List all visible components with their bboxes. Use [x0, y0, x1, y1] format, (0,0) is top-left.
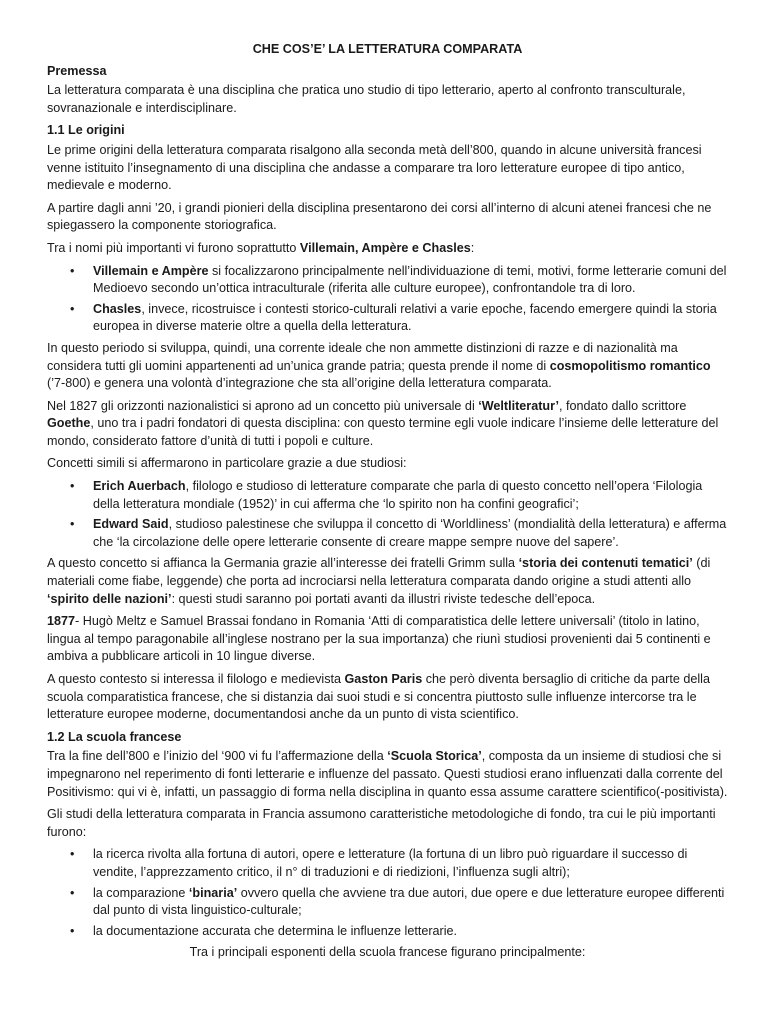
bold-term: ‘binaria’ — [188, 885, 238, 900]
text-run: Nel 1827 gli orizzonti nazionalistici si aprono ad un concetto più universale di — [47, 398, 479, 413]
text-run: , studioso palestinese che sviluppa il concetto di ‘Worldliness’ (mondialità della letteratura) e afferma che ‘la circolazione delle opere letterarie consente di creare mappe sempre nuove del sapere’. — [93, 517, 727, 549]
text-run: si focalizzarono principalmente nell’individuazione di temi, motivi, forme letterarie comuni del Medioevo secondo un’ottica intraculturale (riferita alle culture europee), confrontandole tra di loro. — [93, 263, 727, 296]
scuola-paragraph-2: Gli studi della letteratura comparata in Francia assumono caratteristiche metodologiche di fondo, tra cui le più importanti furono: — [47, 807, 716, 839]
text-run: , uno tra i padri fondatori di questa disciplina: con questo termine egli vuole indicare l’insieme delle letterature del mondo, considerato fattore d’unità di tutti i popoli e culture. — [47, 416, 719, 448]
origini-paragraph-5 — [47, 398, 728, 451]
origini-paragraph-1: Le prime origini della letteratura comparata risalgono alla seconda metà dell’800, quando in alcune università francesi venne istituito l’insegnamento di una disciplina che andasse a comparare tra loro letterature europee di tipo antico, medievale e moderno. — [47, 142, 702, 193]
list-item — [93, 478, 728, 513]
text-run: , invece, ricostruisce i contesti storico-culturali relativi a varie epoche, facendo emergere quindi la storia europea in diverse materie oltre a quella della letteratura. — [93, 301, 717, 334]
bold-term: ‘Scuola Storica’ — [387, 749, 482, 764]
text-run: la comparazione — [93, 885, 189, 900]
text-run: che però diventa bersaglio di critiche da parte della scuola comparatistica francese, che si distanzia dai suoi studi e si concentra piuttosto sulle influenze intercorse tra le letterature europee moderne, documentandosi anche da un punto di vista scientifico. — [47, 672, 710, 722]
origini-paragraph-4 — [47, 340, 728, 393]
bold-term: Erich Auerbach — [93, 479, 186, 494]
origini-paragraph-6: Concetti simili si affermarono in particolare grazie a due studiosi: — [47, 456, 407, 471]
text-run: A questo contesto si interessa il filologo e medievista — [47, 672, 345, 686]
origini-list-1 — [47, 263, 728, 336]
text-run: : — [470, 240, 475, 255]
text-run: In questo periodo si sviluppa, quindi, una corrente ideale che non ammette distinzioni di razze e di nazionalità ma considera tutti gli uomini appartenenti ad un’unica grande patria; questa prende il nome di — [47, 340, 678, 373]
text-run: - Hugò Meltz e Samuel Brassai fondano in Romania ‘Atti di comparatistica delle lettere universali’ (titolo in latino, lingua al tempo paragonabile all’inglese nostrano per la sua importanza) che riunì studiosi provenienti dai 5 continenti e ambiva a pubblicare articoli in 10 lingue diverse. — [47, 614, 711, 664]
list-item — [93, 301, 728, 336]
list-item — [93, 516, 728, 551]
text-run: ovvero quella che avviene tra due autori, due opere e due letterature europee differenti dal punto di vista linguistico-culturale; — [93, 885, 725, 918]
bold-term: Edward Said — [93, 517, 169, 532]
list-item: • la documentazione accurata che determina le influenze letterarie. — [93, 923, 728, 941]
heading-scuola-francese: 1.2 La scuola francese — [47, 729, 182, 744]
scuola-paragraph-1 — [47, 748, 728, 801]
origini-paragraph-3 — [47, 240, 728, 258]
text-run: , filologo e studioso di letterature comparate che parla di questo concetto nell’opera ‘Filologia della letteratura mondiale (1952)’ in cui afferma che ‘lo spirito non ha confini geografici’; — [93, 479, 703, 511]
premessa-paragraph: La letteratura comparata è una disciplina che pratica uno studio di tipo letterario, aperto al confronto transculturale, sovranazionale e interdisciplinare. — [47, 83, 686, 115]
bold-term: ‘Weltliteratur’ — [478, 398, 559, 413]
list-item — [93, 885, 728, 920]
text-run: , fondato dallo scrittore — [558, 398, 687, 413]
origini-paragraph-2: A partire dagli anni ’20, i grandi pionieri della disciplina presentarono dei corsi all’interno di alcuni atenei francesi che ne spiegassero la componente storiografica. — [47, 200, 712, 233]
scuola-paragraph-3: Tra i principali esponenti della scuola francese figurano principalmente: — [189, 945, 586, 960]
bold-term: Villemain e Ampère — [93, 263, 209, 278]
text-run: : questi studi saranno poi portati avanti da illustri riviste tedesche dell’epoca. — [171, 591, 596, 606]
text-run: (’7-800) e genera una volontà d’integrazione che sta all’origine della letteratura comparata. — [47, 376, 552, 391]
text-run: Tra la fine dell’800 e l’inizio del ‘900 vi fu l’affermazione della — [47, 749, 388, 764]
origini-paragraph-8 — [47, 613, 728, 666]
origini-paragraph-9 — [47, 671, 728, 724]
list-item: • la ricerca rivolta alla fortuna di autori, opere e letterature (la fortuna di un libro può riguardare il successo di vendite, l’apprezzamento critico, il n° di traduzioni e di riedizioni, l’influenza sugli altri); — [93, 846, 728, 881]
bold-term: Gaston Paris — [344, 672, 423, 686]
heading-premessa: Premessa — [47, 63, 107, 78]
list-item — [93, 263, 728, 298]
bold-term: cosmopolitismo romantico — [549, 358, 711, 373]
bold-term: Chasles — [93, 301, 142, 316]
origini-list-2 — [47, 478, 728, 551]
bold-names: Villemain, Ampère e Chasles — [299, 240, 471, 255]
bold-term: Goethe — [47, 416, 91, 431]
bold-term: ‘storia dei contenuti tematici’ — [518, 556, 693, 571]
text-run: Tra i nomi più importanti vi furono soprattutto — [47, 240, 300, 255]
text-run: , composta da un insieme di studiosi che si impegnarono nel reperimento di fonti letterarie e influenze del passato. Questi studiosi erano influenzati dalla corrente del Positivismo: qui vi è, infatti, un passaggio di forma nella disciplina in quanto essa assume carattere scientifico(-positivista). — [47, 749, 728, 799]
heading-origini: 1.1 Le origini — [47, 123, 125, 138]
document-title: CHE COS’E’ LA LETTERATURA COMPARATA — [252, 42, 523, 56]
bold-term: ‘spirito delle nazioni’ — [47, 591, 172, 606]
bold-year: 1877 — [47, 614, 76, 629]
origini-paragraph-7 — [47, 555, 728, 608]
scuola-list — [47, 846, 728, 940]
text-run: A questo concetto si affianca la Germania grazie all’interesse dei fratelli Grimm sulla — [47, 556, 519, 571]
text-run: (di materiali come fiabe, leggende) che porta ad incrociarsi nella letteratura comparata dando origine a studi attenti allo — [47, 556, 711, 589]
